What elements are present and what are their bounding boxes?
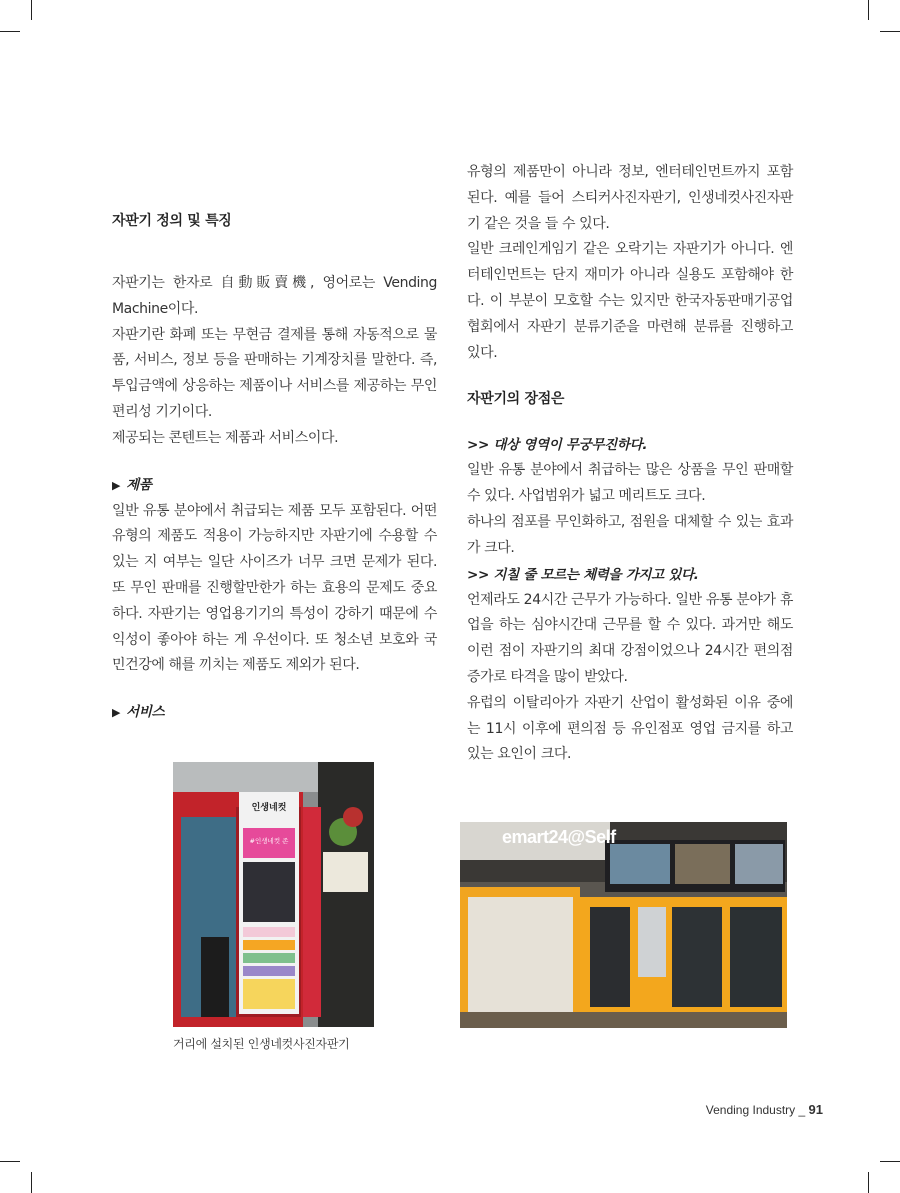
triangle-icon: ▶: [112, 478, 121, 492]
left-column: [112, 208, 437, 726]
point-heading: >> 지칠 줄 모르는 체력을 가지고 있다.: [467, 566, 699, 583]
footer-label: Vending Industry _: [705, 1103, 806, 1117]
paragraph: 일반 크레인게임기 같은 오락기는 자판기가 아니다. 엔터테인먼트는 단지 재미가 아니라 실용도 포함해야 한다. 이 부분이 모호할 수는 있지만 한국자동판매기공업협회에서 자판기 분류기준을 마련해 분류를 진행하고 있다.: [467, 241, 793, 361]
paragraph: 유럽의 이탈리아가 자판기 산업이 활성화된 이유 중에는 11시 이후에 편의점 등 유인점포 영업 금지를 하고 있는 요인이 크다.: [467, 694, 793, 763]
crop-mark: [880, 31, 900, 32]
right-column: [467, 160, 793, 768]
page-number: 91: [808, 1102, 823, 1117]
section-heading: 자판기 정의 및 특징: [112, 213, 232, 229]
store-sign-text: emart24@Self: [502, 827, 616, 847]
paragraph: 일반 유통 분야에서 취급하는 많은 상품을 무인 판매할 수 있다. 사업범위가 넓고 메리트도 크다.: [467, 462, 793, 505]
page-footer: [706, 1102, 823, 1117]
subheading-products: ▶ 제품: [112, 476, 152, 493]
triangle-icon: ▶: [112, 706, 121, 720]
paragraph: 유형의 제품만이 아니라 정보, 엔터테인먼트까지 포함된다. 예를 들어 스티커사진자판기, 인생네컷사진자판기 같은 것을 들 수 있다.: [467, 164, 793, 232]
paragraph: 제공되는 콘텐트는 제품과 서비스이다.: [112, 429, 339, 446]
subheading-services: ▶ 서비스: [112, 704, 165, 721]
paragraph: 하나의 점포를 무인화하고, 점원을 대체할 수 있는 효과가 크다.: [467, 513, 793, 556]
crop-mark: [0, 31, 20, 32]
paragraph: 언제라도 24시간 근무가 가능하다. 일반 유통 분야가 휴업을 하는 심야시간대 근무를 할 수 있다. 과거만 해도 이런 점이 자판기의 최대 강점이었으나 24시간 편의점 증가로 타격을 많이 받았다.: [467, 591, 793, 685]
crop-mark: [868, 1172, 869, 1193]
photo-hashtag-text: #인생네컷 존: [249, 837, 289, 845]
photo-sign-text: 인생네컷: [251, 803, 287, 813]
crop-mark: [0, 1161, 20, 1162]
crop-mark: [880, 1161, 900, 1162]
crop-mark: [31, 1172, 32, 1193]
paragraph: 일반 유통 분야에서 취급되는 제품 모두 포함된다. 어떤 유형의 제품도 적용이 가능하지만 자판기에 수용할 수 있는 지 여부는 일단 사이즈가 너무 크면 문제가 된다. 또 무인 판매를 진행할만한가 하는 효용의 문제도 중요하다. 자판기는 영업용기기의 특성이 강하기 때문에 수익성이 좋아야 하는 게 우선이다. 또 청소년 보호와 국민건강에 해를 끼치는 제품도 제외가 된다.: [112, 502, 437, 674]
photo-booth-image: [173, 762, 374, 1027]
crop-mark: [31, 0, 32, 20]
crop-mark: [868, 0, 869, 20]
point-heading: >> 대상 영역이 무궁무진하다.: [467, 437, 648, 454]
paragraph: 자판기는 한자로 自動販賣機, 영어로는 Vending Machine이다.: [112, 275, 437, 317]
store-illustration: [460, 822, 787, 1028]
section-heading: 자판기의 장점은: [467, 391, 565, 408]
emart24-store-image: [460, 822, 787, 1028]
photo-caption: 거리에 설치된 인생네컷사진자판기: [173, 1037, 350, 1051]
paragraph: 자판기란 화폐 또는 무현금 결제를 통해 자동적으로 물품, 서비스, 정보 등을 판매하는 기계장치를 말한다. 즉, 투입금액에 상응하는 제품이나 서비스를 제공하는 무인 편리성 기기이다.: [112, 326, 437, 420]
